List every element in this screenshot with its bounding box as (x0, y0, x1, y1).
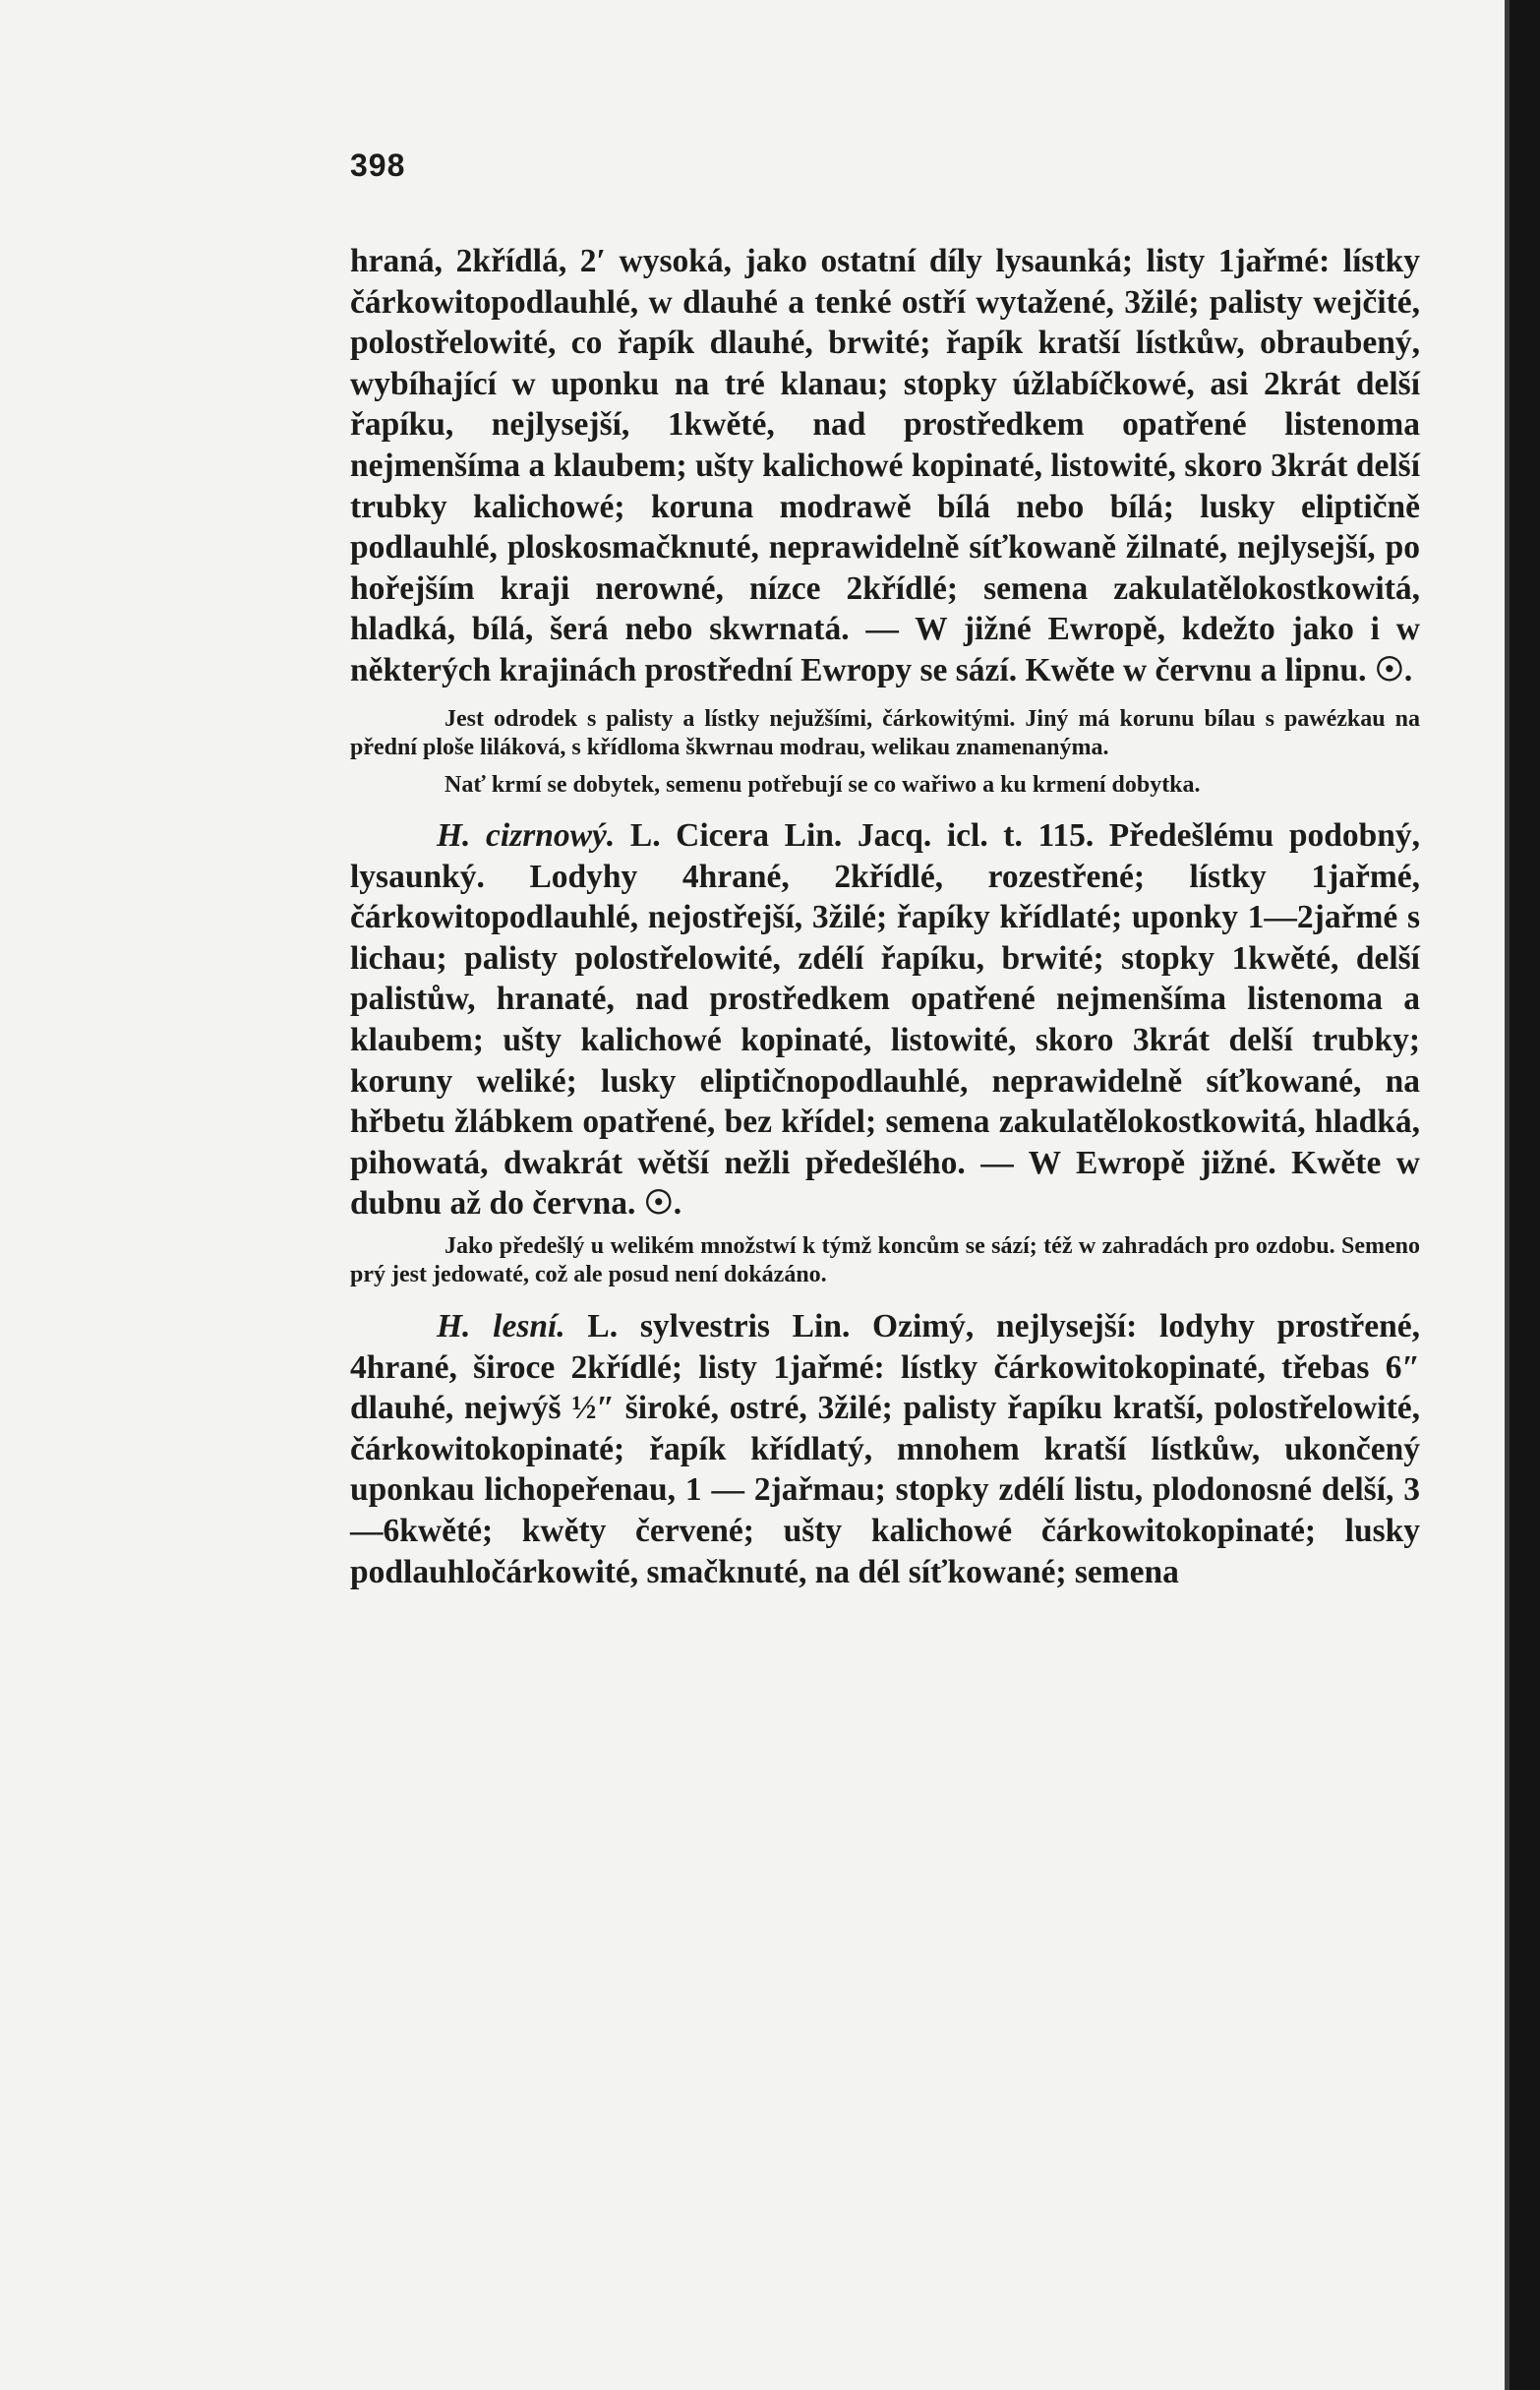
species-name: H. lesní. (437, 1307, 565, 1344)
page-content (350, 148, 1420, 1592)
species-entry-cizrnowy (350, 815, 1420, 1225)
species-name: H. cizrnowý. (437, 817, 616, 855)
species-description: L. sylvestris Lin. Ozimý, nejlysejší: lodyhy prostřené, 4hrané, široce 2křídlé; listy 1jařmé: lístky čárkowitokopinaté, třebas 6″ dlauhé, nejwýš ½″ široké, ostré, 3žilé; palisty řapíku kratší, polostřelowité, čárkowitokopinaté; řapík křídlatý, mnohem kratší lístkůw, ukončený uponkau lichopeřenau, 1 — 2jařmau; stopky zdélí listu, plodonosné delší, 3—6kwěté; kwěty červené; ušty kalichowé čárkowitokopinaté; lusky podlauhločárkowité, smačknuté, na dél síťkowané; semena (350, 1307, 1420, 1590)
page-edge (1510, 0, 1540, 2390)
page-number: 398 (350, 148, 406, 183)
note-varieties: Jest odrodek s palisty a lístky nejužšími, čárkowitými. Jiný má korunu bílau s pawézkau na přední ploše liláková, s křídloma škwrnau modrau, welikau znamenanýma. (350, 705, 1420, 761)
paragraph-continuation: hraná, 2křídlá, 2′ wysoká, jako ostatní díly lysaunká; listy 1jařmé: lístky čárkowitopodlauhlé, w dlauhé a tenké ostří wytažené, 3žilé; palisty wejčité, polostřelowité, co řapík dlauhé, brwité; řapík kratší lístkůw, obraubený, wybíhající w uponku na tré klanau; stopky úžlabíčkowé, asi 2krát delší řapíku, nejlysejší, 1kwěté, nad prostředkem opatřené listenoma nejmenšíma a klaubem; ušty kalichowé kopinaté, listowité, skoro 3krát delší trubky kalichowé; koruna modrawě bílá nebo bílá; lusky eliptičně podlauhlé, ploskosmačknuté, neprawidelně síťkowaně žilnaté, nejlysejší, po hořejším kraji nerowné, nízce 2křídlé; semena zakulatělokostkowitá, hladká, bílá, šerá nebo skwrnatá. — W jižné Ewropě, kdežto jako i w některých krajinách prostřední Ewropy se sází. Kwěte w červnu a lipnu. ☉. (350, 243, 1420, 688)
note-usage: Nať krmí se dobytek, semenu potřebují se co wařiwo a ku krmení dobytka. (444, 771, 1201, 798)
note-cultivation: Jako předešlý u welikém množstwí k týmž koncům se sází; též w zahradách pro ozdobu. Semeno prý jest jedowaté, což ale posud není dokázáno. (350, 1232, 1420, 1288)
species-description: L. Cicera Lin. Jacq. icl. t. 115. Předešlému podobný, lysaunký. Lodyhy 4hrané, 2křídlé, rozestřené; lístky 1jařmé, čárkowitopodlauhlé, nejostřejší, 3žilé; řapíky křídlaté; uponky 1—2jařmé s lichau; palisty polostřelowité, zdélí řapíku, brwité; stopky 1kwěté, delší palistůw, hranaté, nad prostředkem opatřené nejmenšíma listenoma a klaubem; ušty kalichowé kopinaté, listowité, skoro 3krát delší trubky; koruny weliké; lusky eliptičnopodlauhlé, neprawidelně síťkowané, na hřbetu žlábkem opatřené, bez křídel; semena zakulatělokostkowitá, hladká, pihowatá, dwakrát wětší nežli předešlého. — W Ewropě jižné. Kwěte w dubnu až do června. ☉. (350, 817, 1421, 1223)
species-entry-lesni (350, 1306, 1420, 1592)
